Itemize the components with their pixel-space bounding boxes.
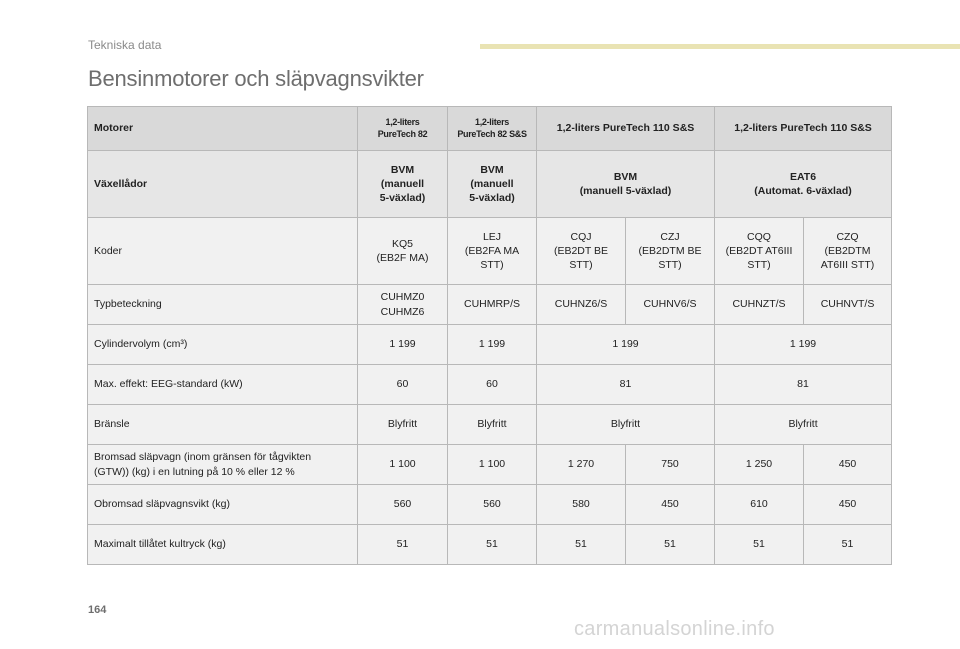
table-cell: CUHMZ0 CUHMZ6 [358, 285, 448, 325]
table-cell: 1 199 [448, 325, 537, 365]
page-number: 164 [88, 604, 107, 616]
table-cell: 1,2-liters PureTech 110 S&S [537, 107, 715, 151]
table-cell: 51 [537, 525, 626, 565]
table-cell: EAT6 (Automat. 6-växlad) [715, 151, 892, 218]
table-cell: 1 199 [715, 325, 892, 365]
table-cell: 51 [804, 525, 892, 565]
table-row-typbeteckning [88, 285, 892, 325]
watermark: carmanualsonline.info [574, 618, 775, 640]
table-cell: 580 [537, 485, 626, 525]
row-label: Koder [88, 218, 358, 285]
table-cell: CUHNVT/S [804, 285, 892, 325]
table-row-koder [88, 218, 892, 285]
table-cell: 51 [626, 525, 715, 565]
table-cell: CQJ (EB2DT BE STT) [537, 218, 626, 285]
header-accent-bar [480, 44, 960, 49]
row-label: Motorer [88, 107, 358, 151]
row-label: Växellådor [88, 151, 358, 218]
table-row-motorer [88, 107, 892, 151]
row-label: Max. effekt: EEG-standard (kW) [88, 365, 358, 405]
table-cell: 560 [448, 485, 537, 525]
table-cell: 81 [715, 365, 892, 405]
page-title: Bensinmotorer och släpvagnsvikter [88, 66, 424, 91]
table-cell: 51 [715, 525, 804, 565]
table-row-cylindervolym [88, 325, 892, 365]
row-label: Typbeteckning [88, 285, 358, 325]
table-cell: CUHNZT/S [715, 285, 804, 325]
table-cell: CQQ (EB2DT AT6III STT) [715, 218, 804, 285]
table-cell: 1 250 [715, 445, 804, 485]
table-row-vaxellador [88, 151, 892, 218]
table-cell: Blyfritt [537, 405, 715, 445]
row-label: Bränsle [88, 405, 358, 445]
row-label: Obromsad släpvagnsvikt (kg) [88, 485, 358, 525]
table-cell: CZJ (EB2DTM BE STT) [626, 218, 715, 285]
table-cell: 560 [358, 485, 448, 525]
table-cell: 81 [537, 365, 715, 405]
table-cell: CZQ (EB2DTM AT6III STT) [804, 218, 892, 285]
table-row-max-effekt [88, 365, 892, 405]
table-row-obromsad [88, 485, 892, 525]
table-cell: 1,2-liters PureTech 82 [358, 107, 448, 151]
table-cell: 450 [626, 485, 715, 525]
table-cell: BVM (manuell 5-växlad) [448, 151, 537, 218]
table-cell: 60 [358, 365, 448, 405]
table-cell: KQ5 (EB2F MA) [358, 218, 448, 285]
table-cell: CUHNZ6/S [537, 285, 626, 325]
table-cell: LEJ (EB2FA MA STT) [448, 218, 537, 285]
table-cell: BVM (manuell 5-växlad) [358, 151, 448, 218]
row-label: Bromsad släpvagn (inom gränsen för tågvikten (GTW)) (kg) i en lutning på 10 % eller 12 % [88, 445, 358, 485]
table-cell: 1 100 [358, 445, 448, 485]
table-cell: CUHNV6/S [626, 285, 715, 325]
engine-spec-table [87, 106, 892, 565]
table-cell: 1,2-liters PureTech 82 S&S [448, 107, 537, 151]
table-row-bromsad-slapvagn [88, 445, 892, 485]
table-cell: CUHMRP/S [448, 285, 537, 325]
table-cell: 450 [804, 445, 892, 485]
table-cell: 1,2-liters PureTech 110 S&S [715, 107, 892, 151]
table-cell: 1 100 [448, 445, 537, 485]
section-title: Tekniska data [88, 38, 162, 52]
table-cell: 51 [358, 525, 448, 565]
table-cell: 60 [448, 365, 537, 405]
table-row-bransle [88, 405, 892, 445]
table-cell: 750 [626, 445, 715, 485]
table-cell: 1 270 [537, 445, 626, 485]
table-cell: Blyfritt [358, 405, 448, 445]
table-cell: 1 199 [358, 325, 448, 365]
table-cell: 51 [448, 525, 537, 565]
table-row-kultryck [88, 525, 892, 565]
row-label: Maximalt tillåtet kultryck (kg) [88, 525, 358, 565]
table-cell: Blyfritt [448, 405, 537, 445]
table-cell: BVM (manuell 5-växlad) [537, 151, 715, 218]
table-cell: 450 [804, 485, 892, 525]
table-cell: 610 [715, 485, 804, 525]
table-cell: 1 199 [537, 325, 715, 365]
table-cell: Blyfritt [715, 405, 892, 445]
row-label: Cylindervolym (cm³) [88, 325, 358, 365]
